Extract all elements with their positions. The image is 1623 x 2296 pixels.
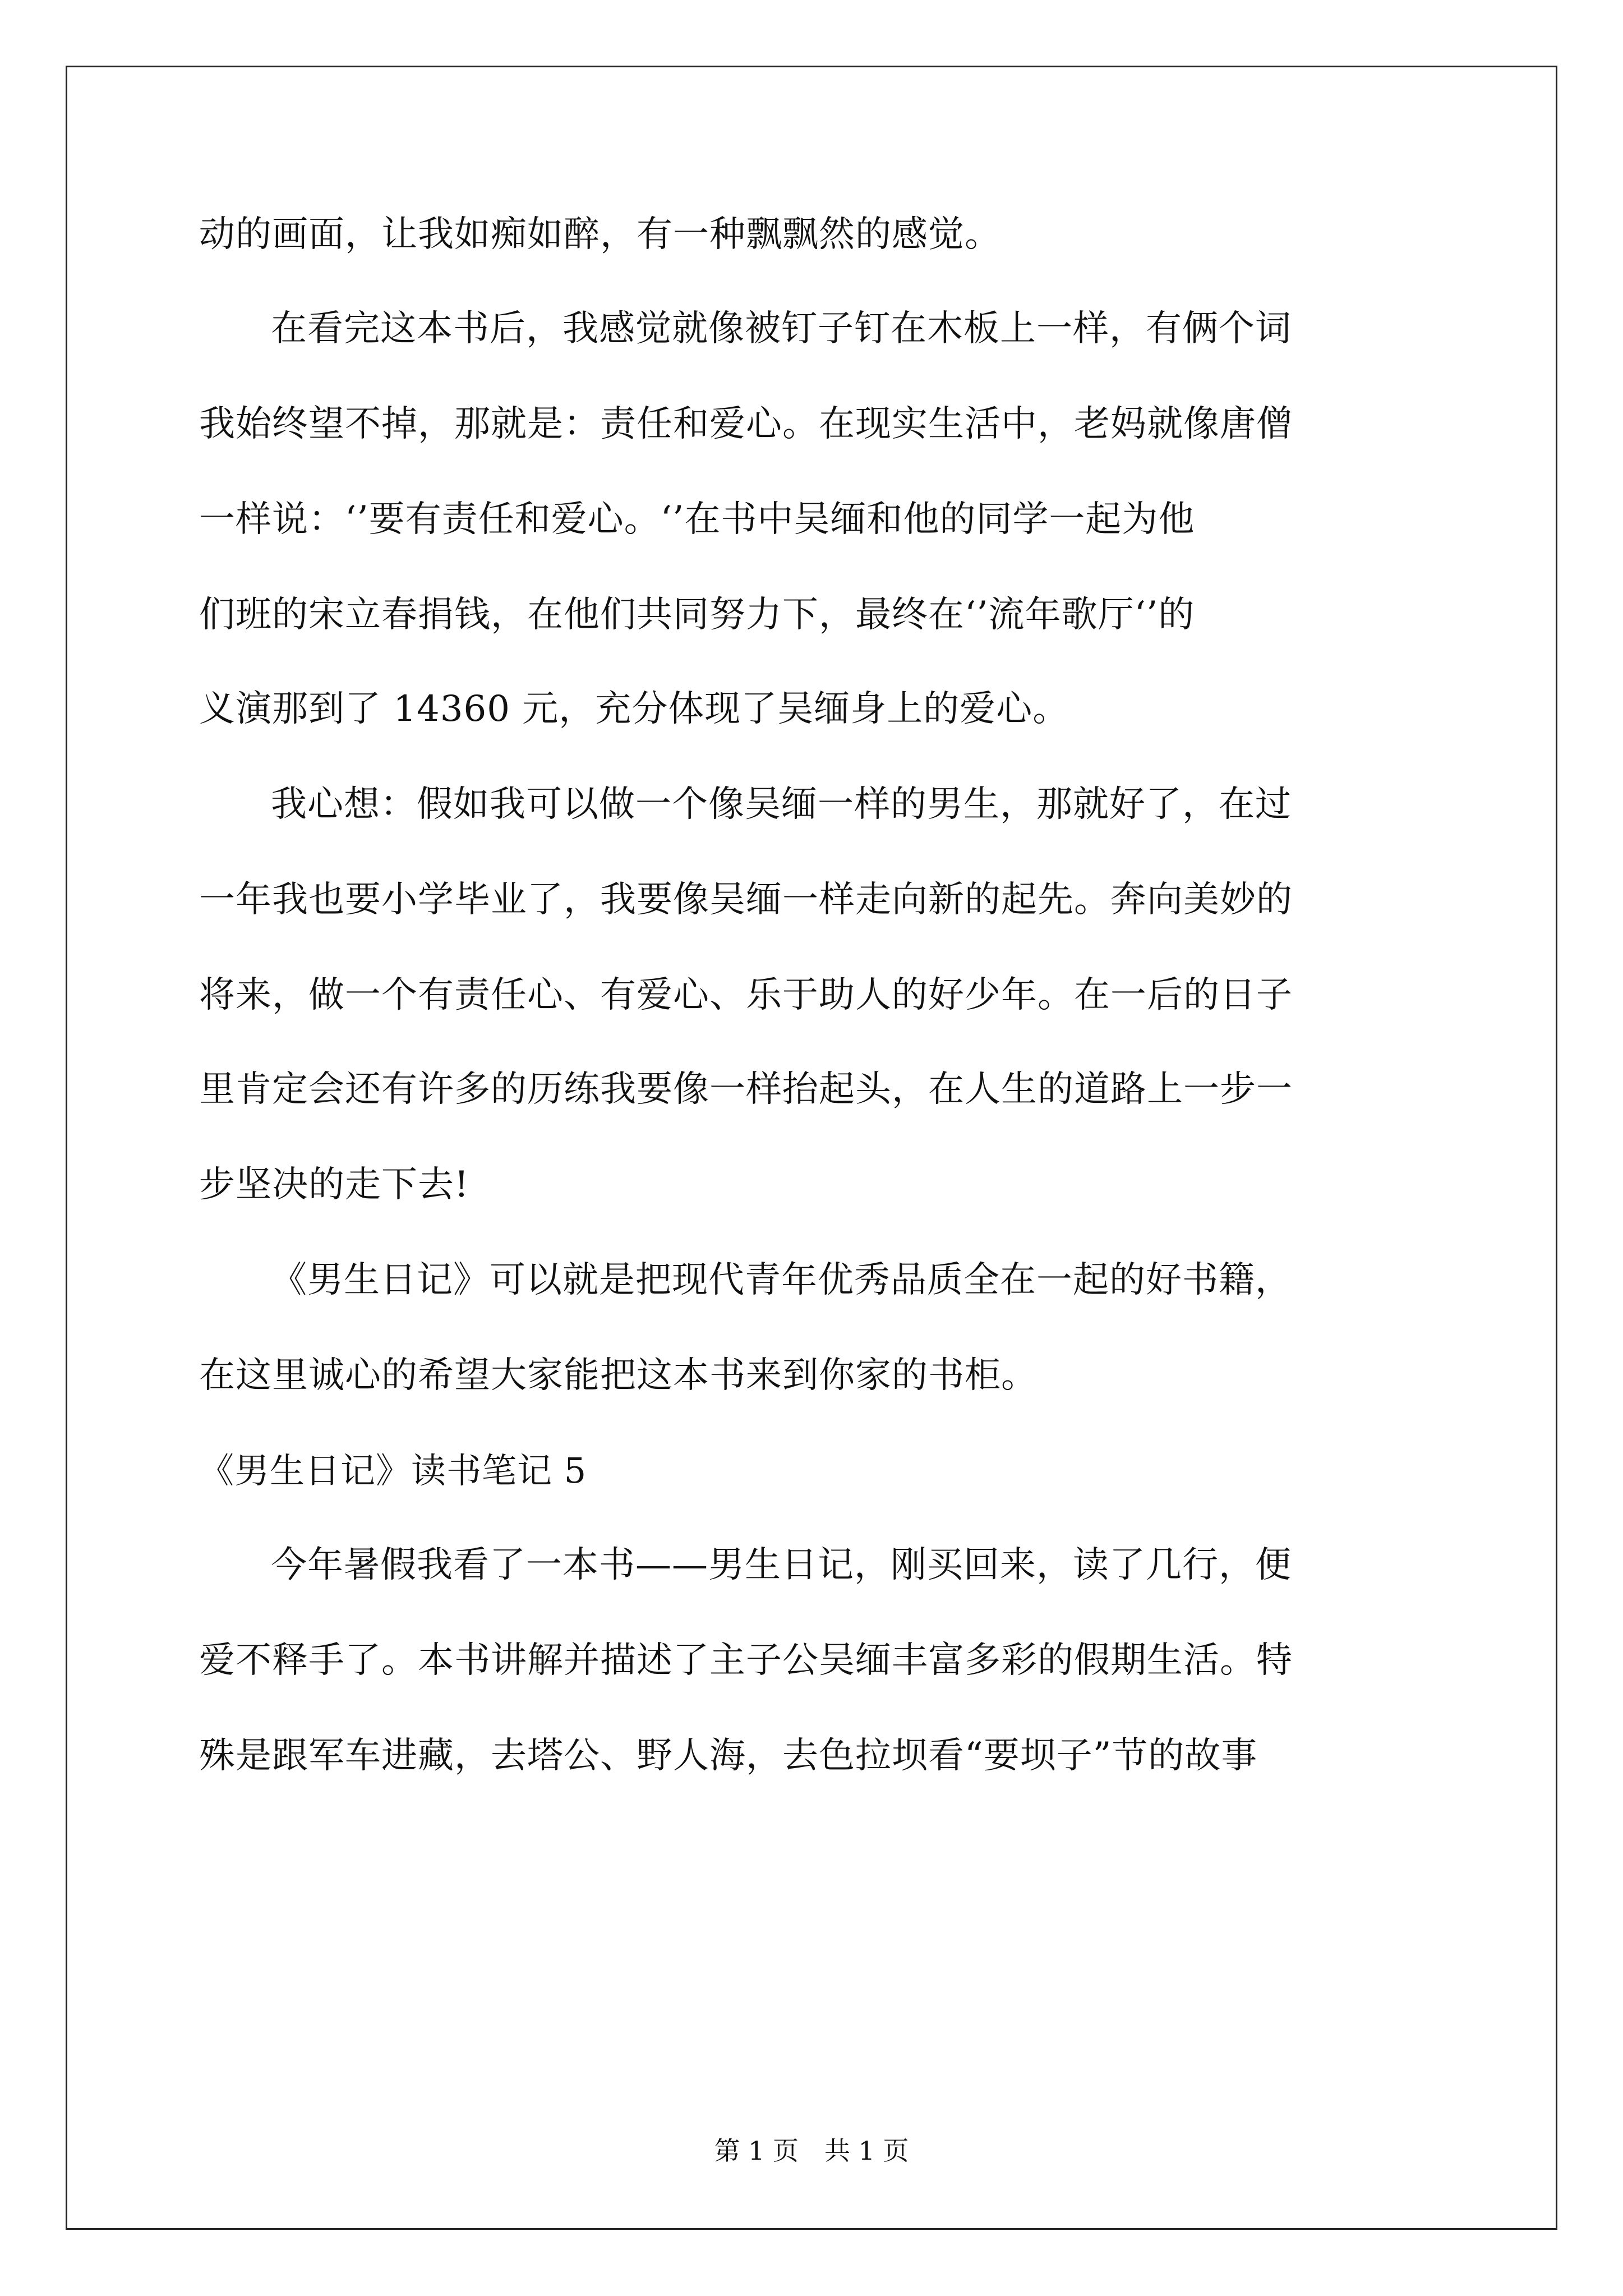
section-heading: 《男生日记》读书笔记 5 bbox=[199, 1450, 587, 1491]
paragraph-start-line: 今年暑假我看了一本书——男生日记，刚买回来，读了几行，便 bbox=[271, 1544, 1292, 1586]
paragraph-start-line: 在看完这本书后，我感觉就像被钉子钉在木板上一样，有俩个词 bbox=[271, 308, 1292, 349]
text-line: 我始终望不掉，那就是：责任和爱心。在现实生活中，老妈就像唐僧 bbox=[199, 403, 1293, 445]
text-line: 一年我也要小学毕业了，我要像吴缅一样走向新的起先。奔向美妙的 bbox=[199, 879, 1293, 921]
page-border bbox=[66, 66, 1557, 2230]
text-line: 爱不释手了。本书讲解并描述了主子公吴缅丰富多彩的假期生活。特 bbox=[199, 1640, 1293, 1681]
text-line: 将来，做一个有责任心、有爱心、乐于助人的好少年。在一后的日子 bbox=[199, 974, 1293, 1016]
paragraph-start-line: 《男生日记》可以就是把现代青年优秀品质全在一起的好书籍， bbox=[271, 1259, 1292, 1301]
text-line: 在这里诚心的希望大家能把这本书来到你家的书柜。 bbox=[199, 1355, 1038, 1396]
page-footer: 第 1 页 共 1 页 bbox=[714, 2136, 909, 2166]
text-line: 一样说：‘’要有责任和爱心。‘’在书中吴缅和他的同学一起为他 bbox=[199, 499, 1195, 540]
text-line: 殊是跟军车进藏，去塔公、野人海，去色拉坝看“要坝子”节的故事 bbox=[199, 1735, 1258, 1777]
text-line: 步坚决的走下去! bbox=[199, 1164, 469, 1205]
paragraph-start-line: 我心想：假如我可以做一个像吴缅一样的男生，那就好了，在过 bbox=[271, 784, 1292, 825]
text-line: 里肯定会还有许多的历练我要像一样抬起头，在人生的道路上一步一 bbox=[199, 1069, 1293, 1110]
text-line: 义演那到了 14360 元，充分体现了吴缅身上的爱心。 bbox=[199, 688, 1069, 730]
text-line: 们班的宋立春捐钱，在他们共同努力下，最终在‘’流年歌厅‘’的 bbox=[199, 594, 1195, 636]
text-line: 动的画面，让我如痴如醉，有一种飘飘然的感觉。 bbox=[199, 214, 1001, 255]
